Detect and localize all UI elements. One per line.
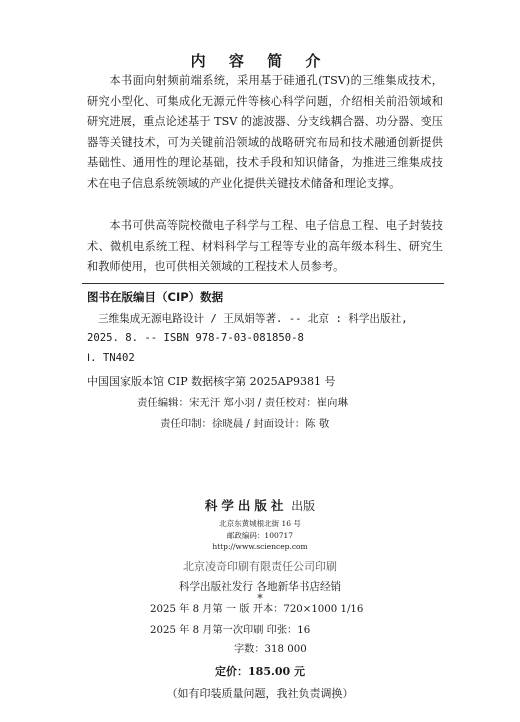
separator-star: * (257, 592, 263, 605)
publisher-line (0, 496, 520, 514)
intro-paragraph-1 (87, 71, 443, 195)
cip-top-rule (82, 283, 444, 284)
publisher-website: http://www.sciencep.com (212, 542, 308, 551)
cip-line-4: 中国国家版本馆 CIP 数据核字第 2025AP9381 号 (87, 375, 336, 388)
publisher-suffix: 出版 (291, 499, 316, 513)
edition-line: 2025 年 8 月第 一 版 开本：720×1000 1/16 (150, 604, 364, 615)
intro-paragraph-2 (87, 216, 443, 278)
quality-notice: （如有印装质量问题，我社负责调换） (166, 687, 354, 700)
intro-paragraph-2-text: 本书可供高等院校微电子科学与工程、电子信息工程、电子封装技术、微机电系统工程、材料科学与工程等专业的高年级本科生、研究生和教师使用，也可供相关领域的工程技术人员参考。 (87, 219, 443, 274)
distribution-line: 科学出版社发行 各地新华书店经销 (178, 581, 342, 593)
word-count-line: 字数：318 000 (234, 644, 307, 655)
publisher-address: 北京东黄城根北街 16 号 (219, 519, 301, 528)
intro-title: 内 容 简 介 (190, 52, 330, 70)
printer-line: 北京凌奇印刷有限责任公司印刷 (183, 560, 337, 573)
staff-line-1: 责任编辑：宋无汗 郑小羽 / 责任校对：崔向琳 (137, 397, 348, 409)
price-line: 定价：185.00 元 (215, 665, 305, 678)
publisher-logo: 科学出版社 (204, 498, 288, 513)
cip-line-3: Ⅰ. TN402 (87, 352, 135, 364)
publisher-zip: 邮政编码：100717 (226, 531, 294, 540)
printing-line: 2025 年 8 月第一次印刷 印张：16 (150, 625, 311, 636)
cip-line-1: 三维集成无源电路设计 / 王凤娟等著. -- 北京 : 科学出版社, (98, 313, 408, 325)
cip-heading: 图书在版编目（CIP）数据 (87, 290, 224, 304)
staff-line-2: 责任印制：徐晓晨 / 封面设计：陈 敬 (160, 418, 330, 430)
cip-line-2: 2025. 8. -- ISBN 978-7-03-081850-8 (87, 332, 304, 344)
intro-paragraph-1-text: 本书面向射频前端系统，采用基于硅通孔(TSV)的三维集成技术，研究小型化、可集成化无源元件等核心科学问题，介绍相关前沿领域和研究进展，重点论述基于 TSV 的滤波器、分支线耦合器、功分器、变压器等关键技术，可为关键前沿领域的战略研究布局和技术融通创新提供基础性、通用性的理论基础，技术手段和知识储备，为推进三维集成技术在电子信息系统领域的产业化提供关键技术储备和理论支撑。 (87, 74, 443, 190)
